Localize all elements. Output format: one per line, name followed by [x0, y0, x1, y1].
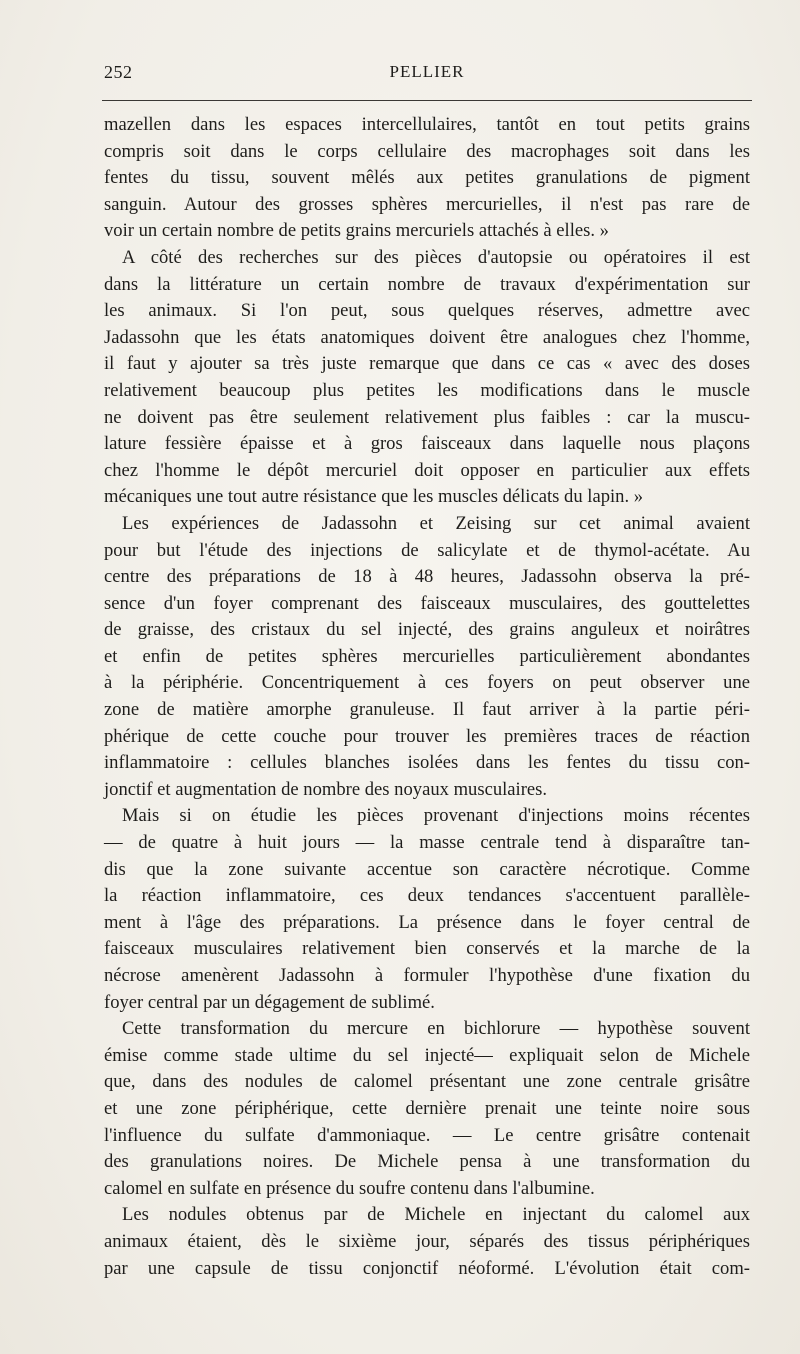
- page-number: 252: [104, 62, 133, 82]
- text-line: fentes du tissu, souvent mêlés aux petites granulations de pigment: [104, 167, 750, 189]
- text-line: de graisse, des cristaux du sel injecté, des grains anguleux et noirâtres: [104, 619, 750, 641]
- text-line: calomel en sulfate en présence du soufre contenu dans l'albumine.: [104, 1177, 595, 1199]
- text-line: sence d'un foyer comprenant des faisceaux musculaires, des gouttelettes: [104, 592, 750, 614]
- text-line: mazellen dans les espaces intercellulaires, tantôt en tout petits grains: [104, 114, 750, 135]
- text-line: il faut y ajouter sa très juste remarque que dans ce cas « avec des doses: [104, 353, 750, 375]
- text-line: des granulations noires. De Michele pensa à une transformation du: [104, 1151, 750, 1173]
- text-line: Jadassohn que les états anatomiques doivent être analogues chez l'homme,: [104, 326, 750, 348]
- text-line: l'influence du sulfate d'ammoniaque. — Le centre grisâtre contenait: [104, 1124, 750, 1146]
- text-line: et enfin de petites sphères mercurielles particulièrement abondantes: [104, 645, 750, 667]
- text-line: inflammatoire : cellules blanches isolées dans les fentes du tissu con-: [104, 752, 750, 774]
- text-line: phérique de cette couche pour trouver les premières traces de réaction: [104, 725, 750, 747]
- text-line: Les expériences de Jadassohn et Zeising sur cet animal avaient: [122, 512, 750, 534]
- text-line: par une capsule de tissu conjonctif néoformé. L'évolution était com-: [104, 1257, 750, 1279]
- text-line: Les nodules obtenus par de Michele en injectant du calomel aux: [122, 1204, 750, 1226]
- text-line: zone de matière amorphe granuleuse. Il faut arriver à la partie péri-: [104, 699, 750, 721]
- text-line: centre des préparations de 18 à 48 heures, Jadassohn observa la pré-: [104, 566, 750, 588]
- text-line: relativement beaucoup plus petites les modifications dans le muscle: [104, 379, 750, 401]
- text-line: lature fessière épaisse et à gros faisceaux dans laquelle nous plaçons: [104, 433, 750, 455]
- text-line: chez l'homme le dépôt mercuriel doit opposer en particulier aux effets: [104, 459, 750, 481]
- text-line: foyer central par un dégagement de sublimé.: [104, 991, 435, 1013]
- text-line: Mais si on étudie les pièces provenant d'injections moins récentes: [122, 805, 750, 827]
- text-line: — de quatre à huit jours — la masse centrale tend à disparaître tan-: [104, 832, 750, 854]
- text-line: dis que la zone suivante accentue son caractère nécrotique. Comme: [104, 858, 750, 880]
- text-line: jonctif et augmentation de nombre des noyaux musculaires.: [104, 778, 548, 800]
- text-line: et une zone périphérique, cette dernière prenait une teinte noire sous: [104, 1097, 750, 1119]
- header-rule: [102, 100, 752, 101]
- text-line: la réaction inflammatoire, ces deux tendances s'accentuent parallèle-: [104, 885, 750, 907]
- text-line: compris soit dans le corps cellulaire des macrophages soit dans les: [104, 140, 750, 162]
- page-header: [104, 62, 750, 88]
- body-text: [104, 112, 750, 1282]
- text-line: dans la littérature un certain nombre de travaux d'expérimentation sur: [104, 273, 750, 295]
- text-line: ment à l'âge des préparations. La présence dans le foyer central de: [104, 911, 750, 933]
- text-line: émise comme stade ultime du sel injecté— expliquait selon de Michele: [104, 1044, 750, 1066]
- text-line: Cette transformation du mercure en bichlorure — hypothèse souvent: [122, 1018, 750, 1040]
- text-line: A côté des recherches sur des pièces d'autopsie ou opératoires il est: [122, 246, 750, 268]
- text-line: mécaniques une tout autre résistance que les muscles délicats du lapin. »: [104, 486, 644, 508]
- text-line: nécrose amenèrent Jadassohn à formuler l'hypothèse d'une fixation du: [104, 965, 750, 986]
- text-line: pour but l'étude des injections de salicylate et de thymol-acétate. Au: [104, 539, 750, 561]
- text-line: faisceaux musculaires relativement bien conservés et la marche de la: [104, 938, 750, 960]
- text-line: sanguin. Autour des grosses sphères mercurielles, il n'est pas rare de: [104, 193, 750, 215]
- text-line: que, dans des nodules de calomel présentant une zone centrale grisâtre: [104, 1071, 750, 1093]
- running-head: PELLIER: [389, 62, 465, 81]
- text-line: voir un certain nombre de petits grains mercuriels attachés à elles. »: [104, 220, 609, 242]
- text-line: les animaux. Si l'on peut, sous quelques réserves, admettre avec: [104, 300, 750, 322]
- text-line: ne doivent pas être seulement relativement plus faibles : car la muscu-: [104, 406, 750, 428]
- text-line: animaux étaient, dès le sixième jour, séparés des tissus périphériques: [104, 1230, 750, 1252]
- text-line: à la périphérie. Concentriquement à ces foyers on peut observer une: [104, 672, 750, 694]
